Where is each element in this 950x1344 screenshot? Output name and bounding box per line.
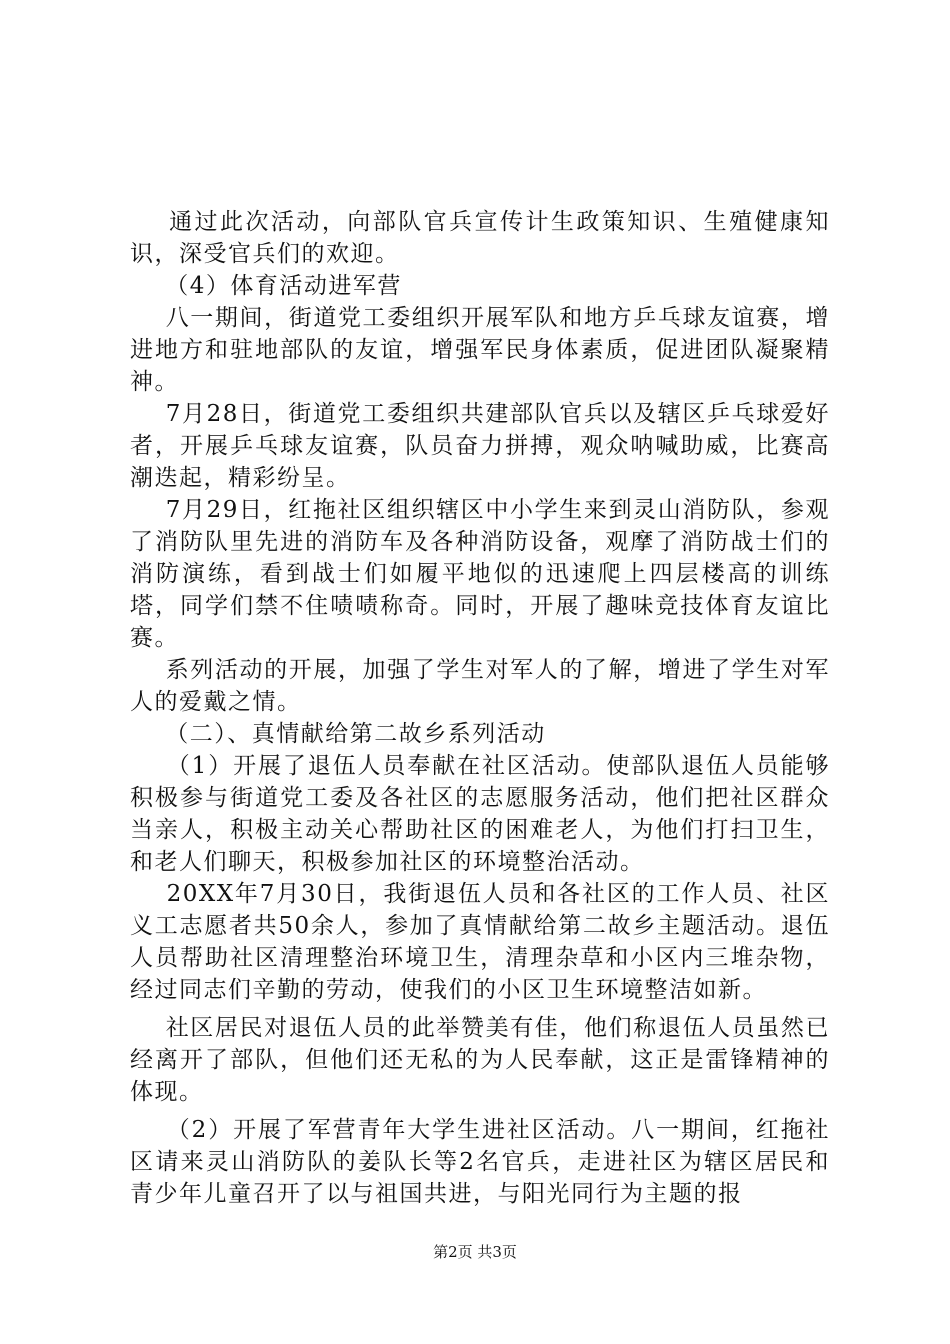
document-body	[130, 206, 830, 1210]
paragraph-1: 通过此次活动，向部队官兵宣传计生政策知识、生殖健康知识，深受官兵们的欢迎。	[130, 209, 831, 267]
paragraph-7-heading: （二）、真情献给第二故乡系列活动	[130, 721, 546, 747]
paragraph-2-heading: （4）体育活动进军营	[130, 273, 402, 299]
paragraph-5: 7月29日，红拖社区组织辖区中小学生来到灵山消防队，参观了消防队里先进的消防车及各种消防设备，观摩了消防战士们的消防演练，看到战士们如履平地似的迅速爬上四层楼高的训练塔，同学们禁不住啧啧称奇。同时，开展了趣味竞技体育友谊比赛。	[130, 497, 830, 651]
paragraph-6: 系列活动的开展，加强了学生对军人的了解，增进了学生对军人的爱戴之情。	[130, 657, 831, 715]
paragraph-3: 八一期间，街道党工委组织开展军队和地方乒乓球友谊赛，增进地方和驻地部队的友谊，增强军民身体素质，促进团队凝聚精神。	[130, 305, 831, 395]
paragraph-4: 7月28日，街道党工委组织共建部队官兵以及辖区乒乓球爱好者，开展乒乓球友谊赛，队员奋力拼搏，观众呐喊助威，比赛高潮迭起，精彩纷呈。	[130, 401, 830, 491]
paragraph-10: 社区居民对退伍人员的此举赞美有佳，他们称退伍人员虽然已经离开了部队，但他们还无私的为人民奉献，这正是雷锋精神的体现。	[130, 1015, 831, 1105]
paragraph-8: （1）开展了退伍人员奉献在社区活动。使部队退伍人员能够积极参与街道党工委及各社区的志愿服务活动，他们把社区群众当亲人，积极主动关心帮助社区的困难老人，为他们打扫卫生，和老人们聊天，积极参加社区的环境整治活动。	[130, 753, 830, 875]
paragraph-11: （2）开展了军营青年大学生进社区活动。八一期间，红拖社区请来灵山消防队的姜队长等2名官兵，走进社区为辖区居民和青少年儿童召开了以与祖国共进，与阳光同行为主题的报	[130, 1117, 830, 1207]
paragraph-9: 20XX年7月30日，我街退伍人员和各社区的工作人员、社区义工志愿者共50余人，参加了真情献给第二故乡主题活动。退伍人员帮助社区清理整治环境卫生，清理杂草和小区内三堆杂物，经过同志们辛勤的劳动，使我们的小区卫生环境整洁如新。	[130, 881, 830, 1003]
page-footer: 第2页 共3页	[433, 1243, 517, 1261]
